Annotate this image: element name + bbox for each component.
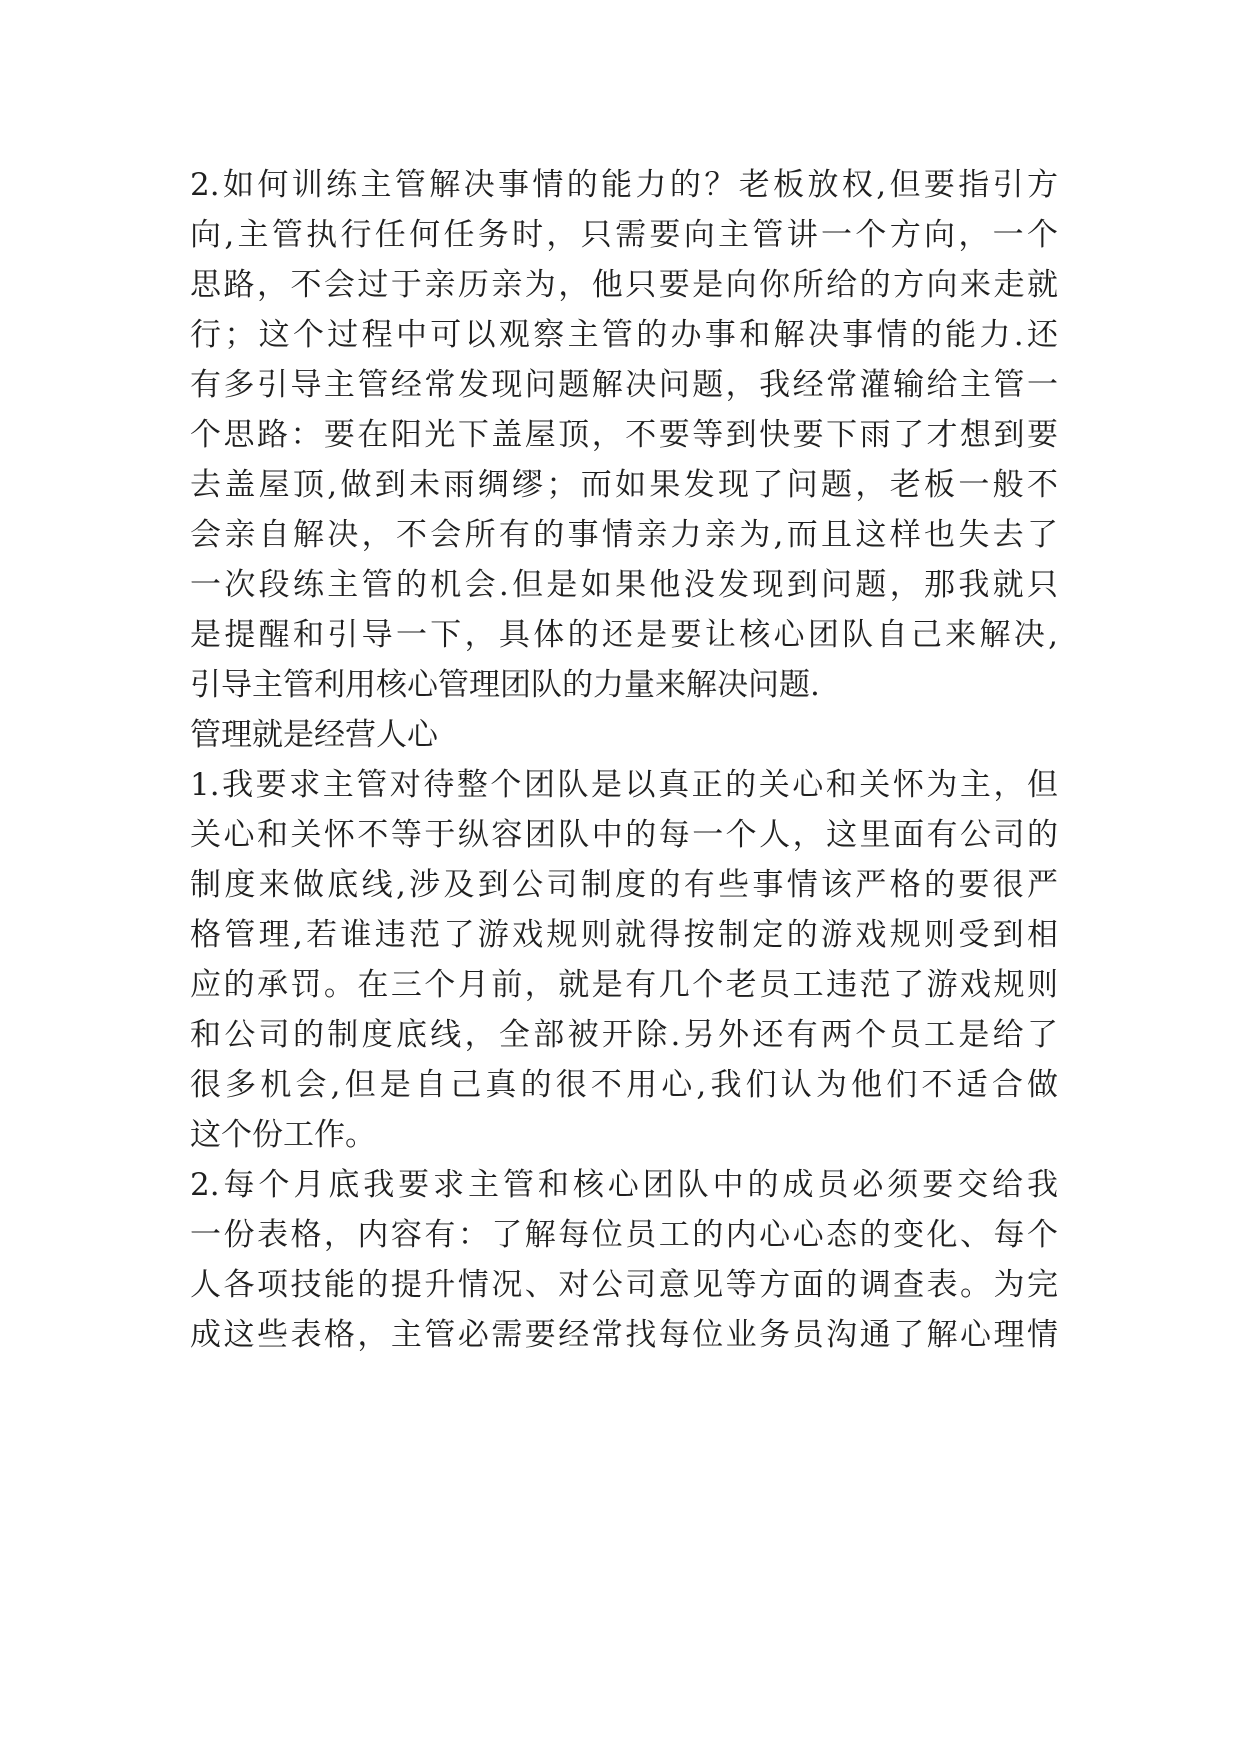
text-line: 向,主管执行任何任务时，只需要向主管讲一个方向，一个 (190, 217, 1058, 253)
text-line: 行；这个过程中可以观察主管的办事和解决事情的能力.还 (190, 317, 1058, 353)
text-line: 思路，不会过于亲历亲为，他只要是向你所给的方向来走就 (190, 267, 1058, 303)
text-line: 和公司的制度底线，全部被开除.另外还有两个员工是给了 (190, 1017, 1058, 1053)
text-line: 1.我要求主管对待整个团队是以真正的关心和关怀为主，但 (190, 767, 1058, 803)
text-line: 很多机会,但是自己真的很不用心,我们认为他们不适合做 (190, 1067, 1058, 1103)
text-line: 引导主管利用核心管理团队的力量来解决问题. (190, 667, 820, 703)
section-heading: 管理就是经营人心 (190, 717, 438, 753)
text-line: 有多引导主管经常发现问题解决问题，我经常灌输给主管一 (190, 367, 1058, 403)
text-line: 成这些表格，主管必需要经常找每位业务员沟通了解心理情 (190, 1317, 1058, 1353)
text-line: 去盖屋顶,做到未雨绸缪；而如果发现了问题，老板一般不 (190, 467, 1058, 503)
text-line: 2.每个月底我要求主管和核心团队中的成员必须要交给我 (190, 1167, 1058, 1203)
text-line: 个思路：要在阳光下盖屋顶，不要等到快要下雨了才想到要 (190, 417, 1058, 453)
document-body (190, 160, 1058, 1360)
text-line: 会亲自解决，不会所有的事情亲力亲为,而且这样也失去了 (190, 517, 1058, 553)
text-line: 一次段练主管的机会.但是如果他没发现到问题，那我就只 (190, 567, 1058, 603)
text-line: 一份表格，内容有：了解每位员工的内心心态的变化、每个 (190, 1217, 1058, 1253)
text-line: 是提醒和引导一下，具体的还是要让核心团队自己来解决, (190, 617, 1058, 653)
text-line: 人各项技能的提升情况、对公司意见等方面的调查表。为完 (190, 1267, 1058, 1303)
text-line: 关心和关怀不等于纵容团队中的每一个人，这里面有公司的 (190, 817, 1058, 853)
text-line: 这个份工作。 (190, 1117, 376, 1153)
text-line: 2.如何训练主管解决事情的能力的？老板放权,但要指引方 (190, 167, 1058, 203)
text-line: 应的承罚。在三个月前，就是有几个老员工违范了游戏规则 (190, 967, 1058, 1003)
text-line: 制度来做底线,涉及到公司制度的有些事情该严格的要很严 (190, 867, 1058, 903)
text-line: 格管理,若谁违范了游戏规则就得按制定的游戏规则受到相 (190, 917, 1058, 953)
